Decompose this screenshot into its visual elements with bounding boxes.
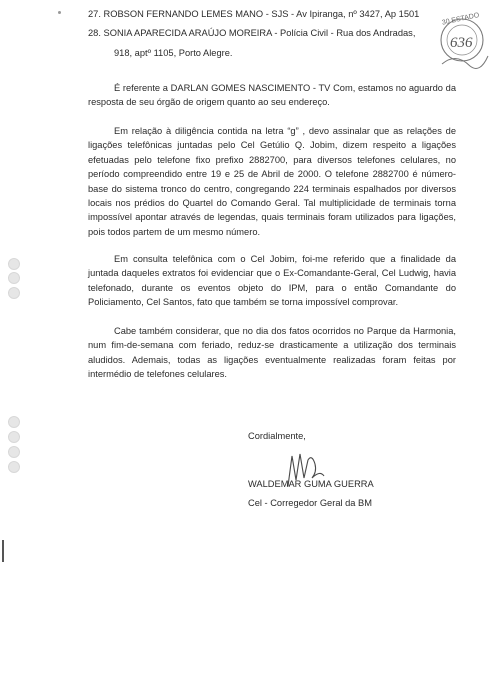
stamp-page-number: 636 <box>450 35 473 51</box>
closing-salutation: Cordialmente, <box>248 431 306 441</box>
binder-hole <box>8 416 20 428</box>
stamp-initials-scribble <box>442 56 488 68</box>
scan-edge-mark <box>2 540 4 562</box>
binder-hole <box>8 258 20 270</box>
paragraph-1-text: É referente a DARLAN GOMES NASCIMENTO - TV Com, estamos no aguardo da resposta de seu órgão de origem quanto ao seu endereço. <box>88 83 456 108</box>
witness-item-28: 28. SONIA APARECIDA ARAÚJO MOREIRA - Polícia Civil - Rua dos Andradas, <box>88 28 416 38</box>
paragraph-diligencia <box>88 124 456 239</box>
signatory-title: Cel - Corregedor Geral da BM <box>248 498 373 508</box>
paragraph-3-text: Em consulta telefônica com o Cel Jobim, foi-me referido que a finalidade da juntada daqueles extratos foi evidenciar que o Ex-Comandante-Geral, Cel Ludwig, havia telefonado, durante os eventos objeto do IPM, para o então Comandante do Policiamento, Cel Santos, fato que também se torna impossível comprovar. <box>88 254 456 308</box>
signatory-name: WALDEMAR GUMA GUERRA <box>248 479 374 489</box>
binder-hole <box>8 431 20 443</box>
paragraph-2-text: Em relação à diligência contida na letra “g” , devo assinalar que as relações de ligações telefônicas juntadas pelo Cel Getúlio Q. Jobim, dizem respeito a ligações efetuadas pelo telefone fixo prefixo 2882700, para diversos telefones celulares, no período compreendido entre 19 e 25 de Abril de 2000. O telefone 2882700 é número-base do sistema tronco do centro, congregando 224 terminais espalhados por diversos locais nos prédios do Quartel do Comando Geral. Tal multiplicidade de terminais torna impossível apontar através de legendas, quais terminais foram utilizados para ligações, pois todos partem de um mesmo número. <box>88 126 456 237</box>
witness-item-27: 27. ROBSON FERNANDO LEMES MANO - SJS - Av Ipiranga, nº 3427, Ap 1501 <box>88 9 420 19</box>
binder-hole <box>8 287 20 299</box>
paragraph-darlan <box>88 81 456 110</box>
binder-hole <box>8 272 20 284</box>
paragraph-4-text: Cabe também considerar, que no dia dos fatos ocorridos no Parque da Harmonia, num fim-de-semana com feriado, reduz-se drasticamente a utilização dos terminais aludidos. Ademais, todas as ligações eventualmente realizadas foram feitas por intermédio de telefones celulares. <box>88 326 456 380</box>
stamp-text: 30 ESTADO <box>441 11 480 27</box>
witness-item-28-address: 918, aptº 1105, Porto Alegre. <box>114 48 233 58</box>
paragraph-consulta <box>88 252 456 310</box>
page-stamp <box>436 4 494 74</box>
binder-hole <box>8 461 20 473</box>
punch-dot <box>58 11 61 14</box>
binder-hole <box>8 446 20 458</box>
paragraph-considerar <box>88 324 456 382</box>
